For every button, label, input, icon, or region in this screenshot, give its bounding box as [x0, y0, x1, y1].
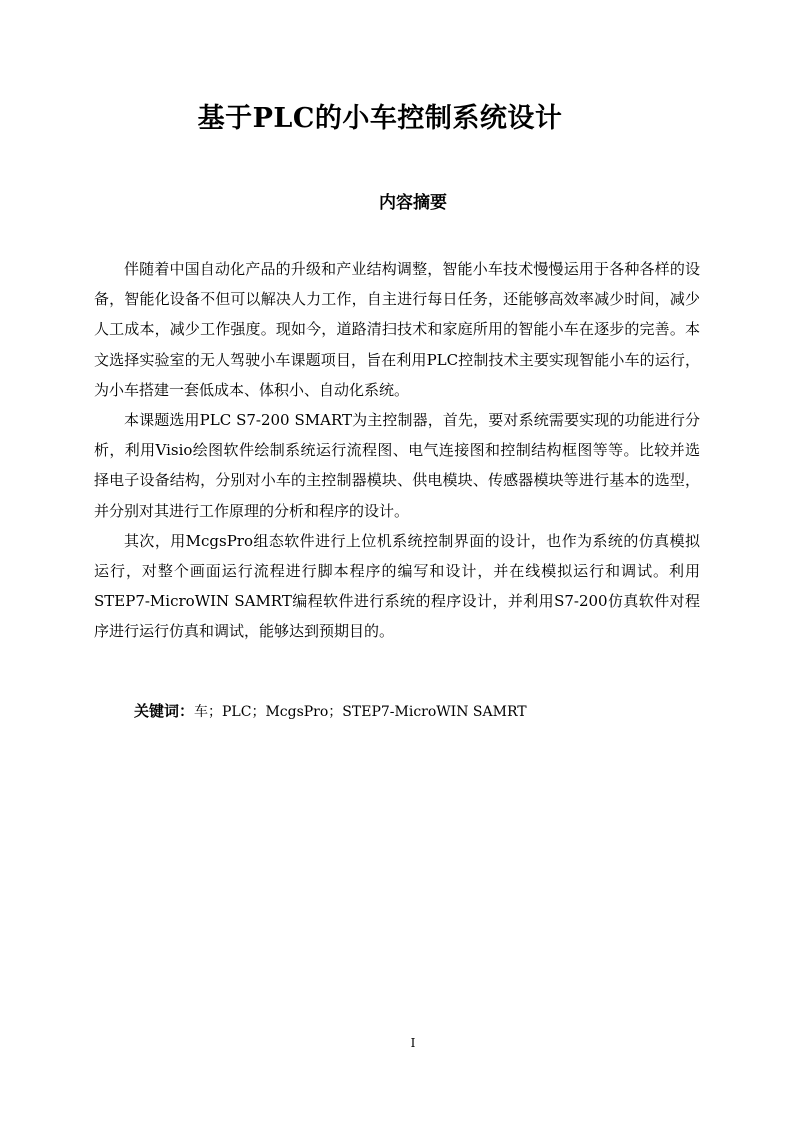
abstract-body	[94, 254, 700, 647]
abstract-paragraph-3: 其次，用McgsPro组态软件进行上位机系统控制界面的设计，也作为系统的仿真模拟运行，对整个画面运行流程进行脚本程序的编写和设计，并在线模拟运行和调试。利用STEP7-MicroWIN SAMRT编程软件进行系统的程序设计，并利用S7-200仿真软件对程序进行运行仿真和调试，能够达到预期目的。	[94, 531, 700, 641]
document-title: 基于PLC的小车控制系统设计	[197, 103, 563, 134]
page-number: I	[410, 1036, 416, 1050]
abstract-paragraph-1: 伴随着中国自动化产品的升级和产业结构调整，智能小车技术慢慢运用于各种各样的设备，智能化设备不但可以解决人力工作，自主进行每日任务，还能够高效率减少时间，减少人工成本，减少工作强度。现如今，道路清扫技术和家庭所用的智能小车在逐步的完善。本文选择实验室的无人驾驶小车课题项目，旨在利用PLC控制技术主要实现智能小车的运行，为小车搭建一套低成本、体积小、自动化系统。	[94, 260, 700, 399]
abstract-heading: 内容摘要	[379, 193, 447, 213]
keywords-line	[134, 700, 734, 723]
abstract-paragraph-2: 本课题选用PLC S7-200 SMART为主控制器，首先，要对系统需要实现的功能进行分析，利用Visio绘图软件绘制系统运行流程图、电气连接图和控制结构框图等等。比较并选择电子设备结构，分别对小车的主控制器模块、供电模块、传感器模块等进行基本的选型，并分别对其进行工作原理的分析和程序的设计。	[94, 411, 700, 520]
keywords-value: 车；PLC；McgsPro；STEP7-MicroWIN SAMRT	[194, 704, 527, 720]
keywords-label: 关键词：	[134, 702, 195, 720]
